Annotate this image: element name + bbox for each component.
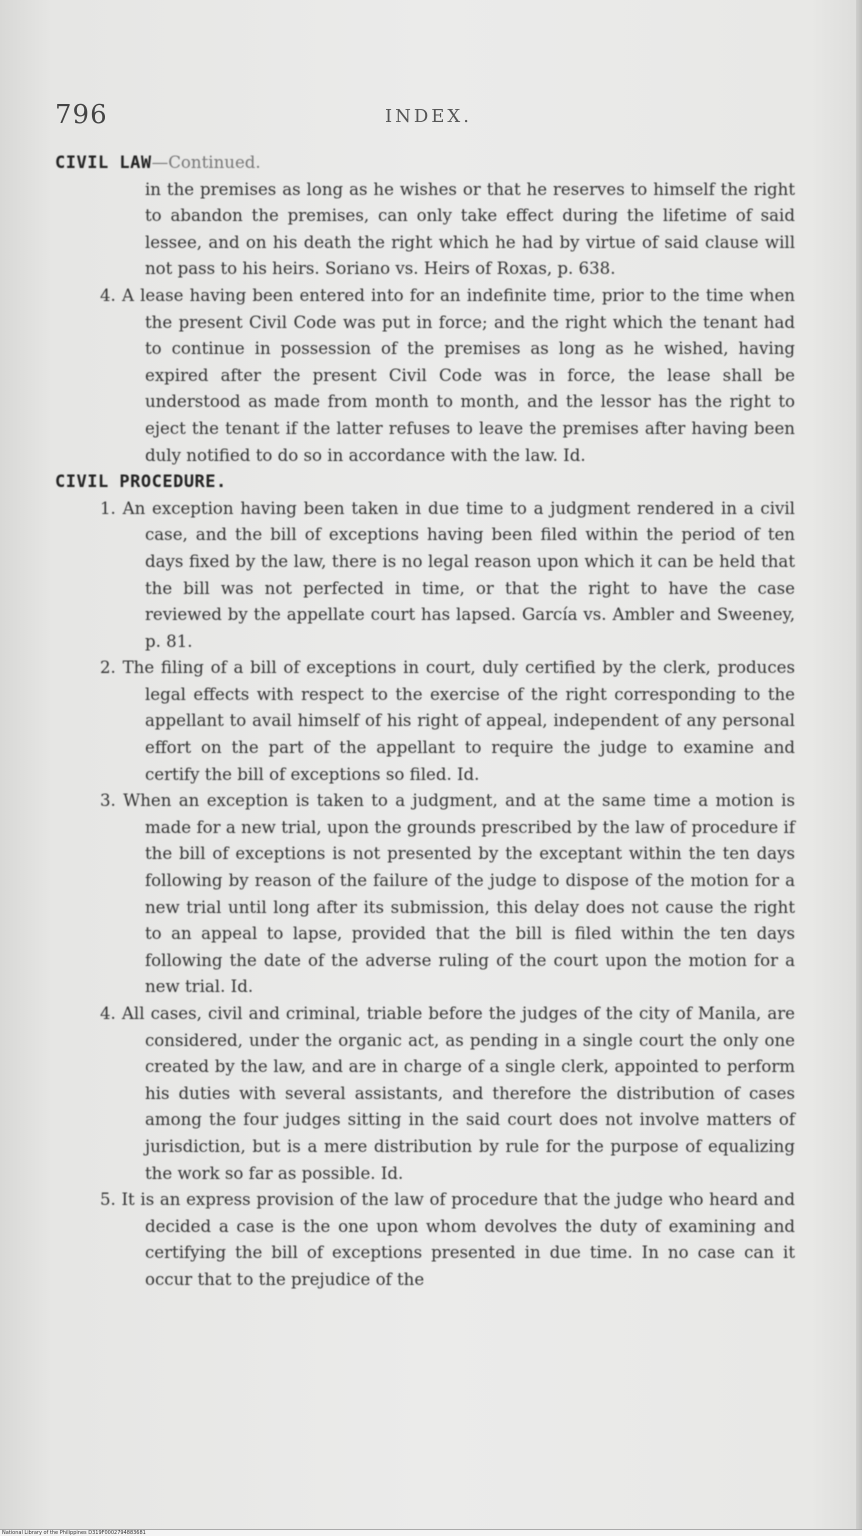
- section-heading: CIVIL LAW: [55, 153, 152, 173]
- section-heading-suffix: —Continued.: [151, 153, 261, 172]
- page-number: 796: [55, 100, 108, 130]
- index-content: [55, 150, 795, 1294]
- index-entry: 4. All cases, civil and criminal, triable before the judges of the city of Manila, are considered, under the organic act, as pending in a single court the only one created by the law, and are in charge of a single clerk, appointed to perform his duties with several assistants, and therefore the distribution of cases among the four judges sitting in the said court does not involve matters of jurisdiction, but is a mere distribution by rule for the purpose of equalizing the work so far as possible. Id.: [100, 1004, 795, 1183]
- section-heading-line: [55, 469, 795, 496]
- page-edge-shadow: [856, 0, 862, 1530]
- running-head: INDEX.: [385, 106, 472, 127]
- index-entry: 4. A lease having been entered into for an indefinite time, prior to the time when the present Civil Code was put in force; and the right which the tenant had to continue in possession of the premises as long as he wished, having expired after the present Civil Code was in force, the lease shall be understood as made from month to month, and the lessor has the right to eject the tenant if the latter refuses to leave the premises after having been duly notified to do so in accordance with the law. Id.: [100, 285, 795, 465]
- footer-attribution: National Library of the Philippines D319F0002794883681: [2, 1530, 146, 1536]
- index-section-civil-procedure: [55, 469, 795, 1293]
- index-entry: 3. When an exception is taken to a judgment, and at the same time a motion is made for a new trial, upon the grounds prescribed by the law of procedure if the bill of exceptions is not presented by the exceptant within the ten days following by reason of the failure of the judge to dispose of the motion for a new trial until long after its submission, this delay does not cause the right to an appeal to lapse, provided that the bill is filed within the ten days following the date of the adverse ruling of the court upon the motion for a new trial. Id.: [100, 791, 795, 997]
- index-entry: 5. It is an express provision of the law of procedure that the judge who heard and decided a case is the one upon whom devolves the duty of examining and certifying the bill of exceptions presented in due time. In no case can it occur that to the prejudice of the: [100, 1190, 795, 1289]
- section-heading-line: [55, 150, 795, 177]
- index-entry: 1. An exception having been taken in due time to a judgment rendered in a civil case, and the bill of exceptions having been filed within the period of ten days fixed by the law, there is no legal reason upon which it can be held that the bill was not perfected in time, or that the right to have the case reviewed by the appellate court has lapsed. García vs. Ambler and Sweeney, p. 81.: [100, 498, 795, 651]
- index-entry: 2. The filing of a bill of exceptions in court, duly certified by the clerk, produces legal effects with respect to the exercise of the right corresponding to the appellant to avail himself of his right of appeal, independent of any personal effort on the part of the appellant to require the judge to examine and certify the bill of exceptions so filed. Id.: [100, 658, 795, 784]
- index-section-civil-law: [55, 150, 795, 469]
- continued-entry: in the premises as long as he wishes or that he reserves to himself the right to abandon the premises, can only take effect during the lifetime of said lessee, and on his death the right which he had by virtue of said clause will not pass to his heirs. Soriano vs. Heirs of Roxas, p. 638.: [145, 179, 795, 279]
- page-header: [55, 100, 802, 140]
- footer-strip: [0, 1530, 862, 1536]
- section-heading: CIVIL PROCEDURE.: [55, 472, 227, 493]
